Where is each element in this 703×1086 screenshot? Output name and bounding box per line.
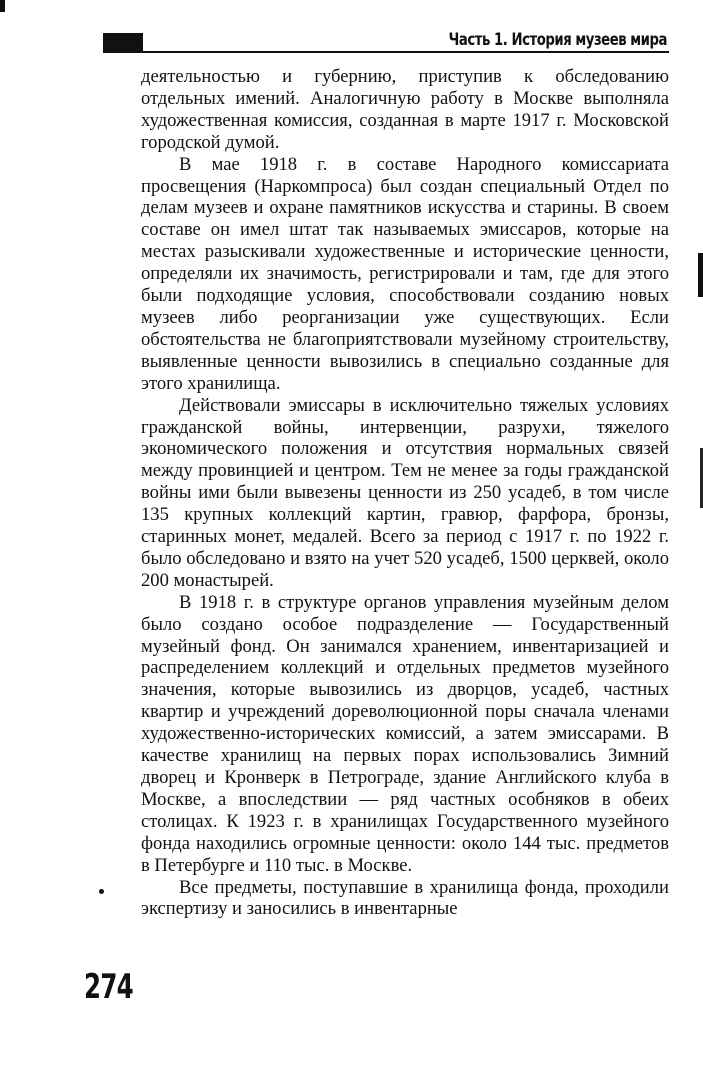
header-rule: [103, 51, 669, 53]
paragraph: Действовали эмиссары в исключительно тяжелых условиях гражданской войны, интервенции, разрухи, тяжелого экономического положения и отсутствия нормальных связей между провинцией и центром. Тем не менее за годы гражданской войны ими были вывезены ценности из 250 усадеб, в том числе 135 крупных коллекций картин, гравюр, фарфора, бронзы, старинных монет, медалей. Всего за период с 1917 г. по 1922 г. было обследовано и взято на учет 520 усадеб, 1500 церквей, около 200 монастырей.: [141, 394, 669, 591]
paragraph: В мае 1918 г. в составе Народного комиссариата просвещения (Наркомпроса) был создан специальный Отдел по делам музеев и охране памятников искусства и старины. В своем составе он имел штат так называемых эмиссаров, которые на местах разыскивали художественные и исторические ценности, определяли их значимость, регистрировали и там, где для этого были подходящие условия, способствовали созданию новых музеев либо реорганизации уже существующих. Если обстоятельства не благоприятствовали музейному строительству, выявленные ценности вывозились в специально созданные для этого хранилища.: [141, 153, 669, 394]
page-number: 274: [84, 967, 133, 1007]
header-black-block: [103, 33, 143, 52]
margin-dot: [99, 889, 104, 894]
body-text: [141, 66, 669, 920]
paragraph: В 1918 г. в структуре органов управления музейным делом было создано особое подразделение — Государственный музейный фонд. Он занимался хранением, инвентаризацией и распределением коллекций и отдельных предметов музейного значения, которые вывозились из дворцов, усадеб, частных квартир и учреждений дореволюционной поры сначала членами художественно-исторических комиссий, а затем эмиссарами. В качестве хранилищ на первых порах использовались Зимний дворец и Кронверк в Петрограде, здание Английского клуба в Москве, а впоследствии — ряд частных особняков в обеих столицах. К 1923 г. в хранилищах Государственного музейного фонда находились огромные ценности: около 144 тыс. предметов в Петербурге и 110 тыс. в Москве.: [141, 591, 669, 876]
scan-edge-mark: [698, 253, 703, 297]
running-title: Часть 1. История музеев мира: [448, 30, 667, 50]
scan-edge-mark: [0, 0, 5, 12]
paragraph: деятельностью и губернию, приступив к обследованию отдельных имений. Аналогичную работу в Москве выполняла художественная комиссия, созданная в марте 1917 г. Московской городской думой.: [141, 66, 669, 153]
paragraph: Все предметы, поступавшие в хранилища фонда, проходили экспертизу и заносились в инвентарные: [141, 876, 669, 920]
